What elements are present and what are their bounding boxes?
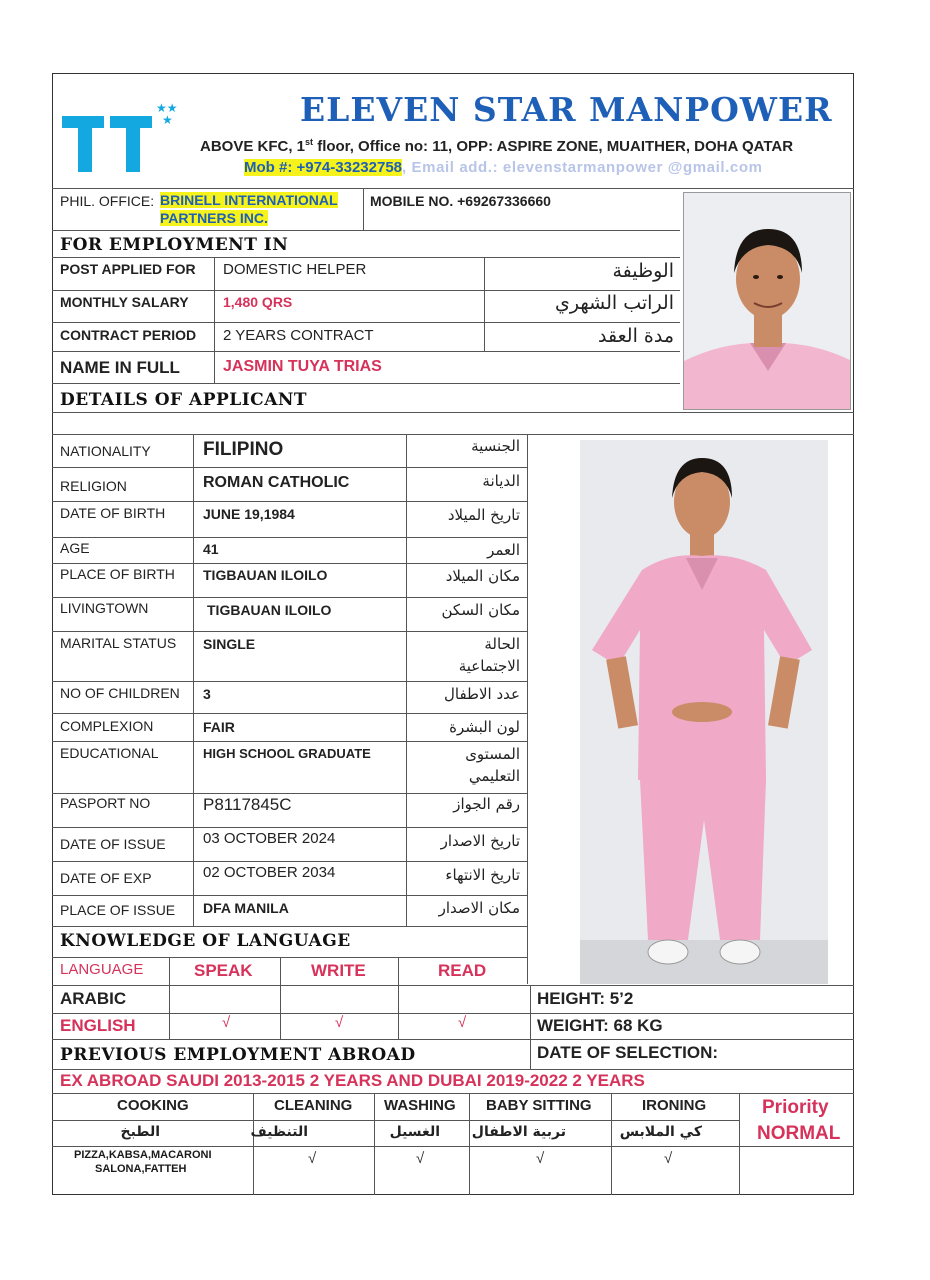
divider [52, 985, 854, 986]
detail-value: ROMAN CATHOLIC [203, 474, 350, 491]
company-logo [58, 98, 178, 178]
post-value: DOMESTIC HELPER [223, 261, 367, 278]
company-name: ELEVEN STAR MANPOWER [300, 90, 833, 129]
divider [52, 467, 527, 468]
cleaning-check: √ [308, 1150, 317, 1167]
email-address: , Email add.: elevenstarmanpower @gmail.com [402, 159, 763, 176]
divider [52, 741, 527, 742]
divider [52, 563, 527, 564]
divider [398, 957, 399, 1039]
language-section-title: KNOWLEDGE OF LANGUAGE [60, 931, 351, 951]
detail-label: NATIONALITY [60, 443, 151, 459]
speak-col-header: SPEAK [194, 961, 253, 980]
detail-arabic: تاريخ الميلاد [447, 506, 520, 524]
phil-office-name-2: PARTNERS INC. [160, 210, 268, 226]
contract-label: CONTRACT PERIOD [60, 327, 197, 343]
phil-office-label: PHIL. OFFICE: [60, 193, 155, 209]
height-value: HEIGHT: 5’2 [537, 989, 634, 1008]
detail-arabic: لون البشرة [449, 718, 520, 736]
divider [52, 257, 680, 258]
divider [52, 1146, 854, 1147]
weight-value: WEIGHT: 68 KG [537, 1016, 663, 1035]
detail-arabic: الحالة [484, 635, 520, 653]
detail-value: HIGH SCHOOL GRADUATE [203, 746, 371, 761]
arabic-language-label: ARABIC [60, 989, 127, 1008]
divider [52, 188, 854, 189]
phil-office-name-1: BRINELL INTERNATIONAL [160, 192, 338, 208]
detail-label: EDUCATIONAL [60, 745, 159, 761]
detail-label: COMPLEXION [60, 718, 154, 734]
post-label: POST APPLIED FOR [60, 261, 196, 277]
divider [52, 501, 527, 502]
contract-arabic: مدة العقد [598, 325, 674, 347]
detail-arabic: تاريخ الانتهاء [445, 866, 520, 884]
divider [52, 861, 527, 862]
previous-employment-text: EX ABROAD SAUDI 2013-2015 2 YEARS AND DUBAI 2019-2022 2 YEARS [60, 1071, 645, 1090]
salary-label: MONTHLY SALARY [60, 294, 189, 310]
company-contact [244, 159, 763, 176]
divider [52, 412, 854, 413]
detail-label: PLACE OF BIRTH [60, 566, 175, 582]
divider [52, 895, 527, 896]
ironing-header: IRONING [642, 1097, 707, 1114]
svg-text:★: ★ [162, 113, 173, 127]
phil-office-mobile: MOBILE NO. +69267336660 [370, 193, 551, 209]
divider [363, 188, 364, 230]
english-read-check: √ [458, 1014, 467, 1031]
divider [52, 681, 527, 682]
divider [527, 434, 528, 984]
baby-sitting-arabic: تربية الاطفال [471, 1124, 566, 1140]
detail-label: DATE OF BIRTH [60, 505, 166, 521]
divider [52, 713, 527, 714]
divider [52, 290, 680, 291]
svg-text:★★: ★★ [156, 101, 178, 115]
contract-value: 2 YEARS CONTRACT [223, 327, 374, 344]
english-language-label: ENGLISH [60, 1016, 136, 1035]
detail-value: 03 OCTOBER 2024 [203, 830, 336, 847]
detail-value: FAIR [203, 719, 235, 735]
detail-value: DFA MANILA [203, 900, 289, 916]
language-col-header: LANGUAGE [60, 961, 144, 978]
divider [52, 597, 527, 598]
detail-label: PLACE OF ISSUE [60, 902, 176, 918]
divider [530, 985, 531, 1069]
divider [484, 257, 485, 351]
baby-sitting-check: √ [536, 1150, 545, 1167]
detail-arabic: العمر [487, 541, 520, 559]
salary-arabic: الراتب الشهري [555, 292, 674, 314]
detail-arabic: مكان الميلاد [445, 567, 520, 585]
divider [374, 1093, 375, 1195]
detail-value: 41 [203, 541, 219, 557]
washing-arabic: الغسيل [389, 1124, 440, 1140]
cooking-detail-1: PIZZA,KABSA,MACARONI [74, 1149, 212, 1161]
divider [611, 1093, 612, 1195]
detail-value: SINGLE [203, 636, 256, 652]
detail-value: TIGBAUAN ILOILO [207, 602, 332, 618]
date-of-selection-label: DATE OF SELECTION: [537, 1043, 719, 1062]
divider [52, 793, 527, 794]
divider [193, 434, 194, 926]
detail-label: AGE [60, 540, 90, 556]
divider [52, 827, 527, 828]
divider [280, 957, 281, 1039]
detail-value: FILIPINO [203, 439, 284, 460]
priority-value: NORMAL [757, 1123, 841, 1144]
employment-section-title: FOR EMPLOYMENT IN [60, 235, 289, 255]
detail-arabic: مكان الاصدار [438, 899, 520, 917]
company-address: ABOVE KFC, 1st floor, Office no: 11, OPP: ASPIRE ZONE, MUAITHER, DOHA QATAR [200, 137, 794, 155]
divider [52, 383, 680, 384]
divider [52, 926, 527, 927]
detail-label: PASPORT NO [60, 795, 151, 811]
washing-header: WASHING [384, 1097, 456, 1114]
detail-value: 3 [203, 686, 211, 702]
applicant-full-body-photo [580, 440, 828, 984]
salary-value: 1,480 QRS [223, 294, 293, 310]
divider [52, 351, 680, 352]
cooking-header: COOKING [117, 1097, 189, 1114]
detail-arabic: تاريخ الاصدار [440, 832, 520, 850]
divider [52, 957, 527, 958]
previous-employment-title: PREVIOUS EMPLOYMENT ABROAD [60, 1045, 416, 1065]
detail-value: TIGBAUAN ILOILO [203, 567, 328, 583]
cooking-arabic: الطبخ [120, 1124, 160, 1140]
detail-label: DATE OF ISSUE [60, 836, 166, 852]
detail-label: RELIGION [60, 478, 127, 494]
detail-label: NO OF CHILDREN [60, 685, 180, 701]
detail-label: LIVINGTOWN [60, 600, 149, 616]
divider [214, 257, 215, 383]
divider [52, 322, 680, 323]
full-name-value: JASMIN TUYA TRIAS [223, 358, 382, 375]
detail-label: MARITAL STATUS [60, 635, 177, 651]
priority-label: Priority [762, 1097, 829, 1118]
divider [52, 1093, 854, 1094]
divider [406, 434, 407, 926]
cleaning-header: CLEANING [274, 1097, 353, 1114]
english-write-check: √ [335, 1014, 344, 1031]
divider [469, 1093, 470, 1195]
divider [52, 1120, 739, 1121]
divider [52, 1013, 854, 1014]
write-col-header: WRITE [311, 961, 366, 980]
divider [52, 434, 854, 435]
washing-check: √ [416, 1150, 425, 1167]
detail-arabic-2: التعليمي [468, 767, 520, 785]
divider [739, 1093, 740, 1195]
divider [52, 1069, 854, 1070]
detail-arabic: رقم الجواز [453, 795, 520, 813]
details-section-title: DETAILS OF APPLICANT [60, 390, 308, 410]
detail-label: DATE OF EXP [60, 870, 152, 886]
ironing-check: √ [664, 1150, 673, 1167]
post-arabic: الوظيفة [612, 260, 674, 282]
english-speak-check: √ [222, 1014, 231, 1031]
divider [52, 537, 527, 538]
applicant-headshot [683, 192, 851, 410]
divider [52, 1039, 854, 1040]
mobile-number: Mob #: +974-33232758 [244, 159, 403, 176]
detail-arabic-2: الاجتماعية [458, 657, 520, 675]
divider [169, 957, 170, 1039]
detail-value: JUNE 19,1984 [203, 506, 295, 522]
detail-arabic: عدد الاطفال [444, 685, 520, 703]
cleaning-arabic: التنظيف [250, 1124, 308, 1140]
cooking-detail-2: SALONA,FATTEH [95, 1163, 187, 1175]
divider [52, 230, 680, 231]
detail-value: 02 OCTOBER 2034 [203, 864, 336, 881]
detail-arabic: الجنسية [471, 437, 520, 455]
detail-arabic: الديانة [482, 472, 520, 490]
name-label: NAME IN FULL [60, 358, 180, 377]
ironing-arabic: كي الملابس [619, 1124, 702, 1140]
detail-arabic: المستوى [465, 745, 520, 763]
detail-value: P8117845C [203, 795, 292, 814]
read-col-header: READ [438, 961, 487, 980]
baby-sitting-header: BABY SITTING [486, 1097, 592, 1114]
detail-arabic: مكان السكن [441, 601, 520, 619]
divider [253, 1093, 254, 1195]
divider [52, 631, 527, 632]
